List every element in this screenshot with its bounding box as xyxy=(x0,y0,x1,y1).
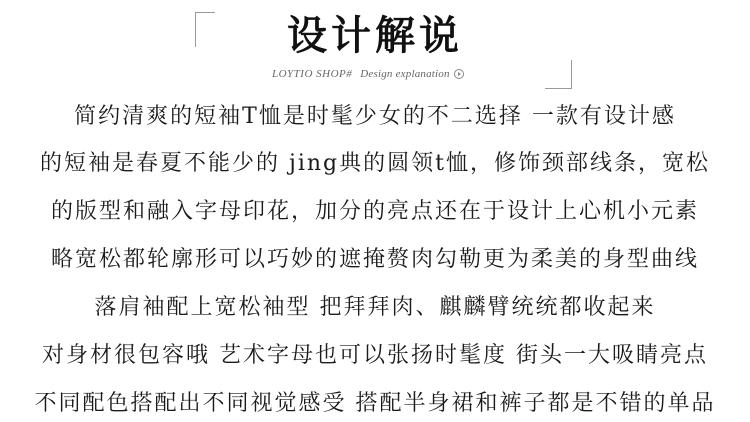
arrow-right-circle-icon xyxy=(454,69,464,79)
tagline: Design explanation xyxy=(360,68,450,80)
frame-line-right xyxy=(571,60,572,89)
description-line: 落肩袖配上宽松袖型 把拜拜肉、麒麟臂统统都收起来 xyxy=(94,295,656,320)
description-line: 的版型和融入字母印花，加分的亮点还在于设计上心机小元素 xyxy=(50,199,699,224)
page-title: 设计解说 xyxy=(287,12,463,59)
description-line: 略宽松都轮廓形可以巧妙的遮掩赘肉勾勒更为柔美的身型曲线 xyxy=(50,247,699,272)
description-line: 简约清爽的短袖T恤是时髦少女的不二选择 一款有设计感 xyxy=(74,104,676,129)
frame-line-bottom xyxy=(545,88,572,89)
description-line: 对身材很包容哦 艺术字母也可以张扬时髦度 街头一大吸睛亮点 xyxy=(42,343,708,368)
description-line: 不同配色搭配出不同视觉感受 搭配半身裙和裤子都是不错的单品 xyxy=(34,391,716,416)
subtitle xyxy=(272,66,464,82)
description-line: 的短袖是春夏不能少的 jing典的圆领t恤，修饰颈部线条，宽松 xyxy=(40,151,710,176)
brand-name: LOYTIO SHOP# xyxy=(272,68,353,80)
